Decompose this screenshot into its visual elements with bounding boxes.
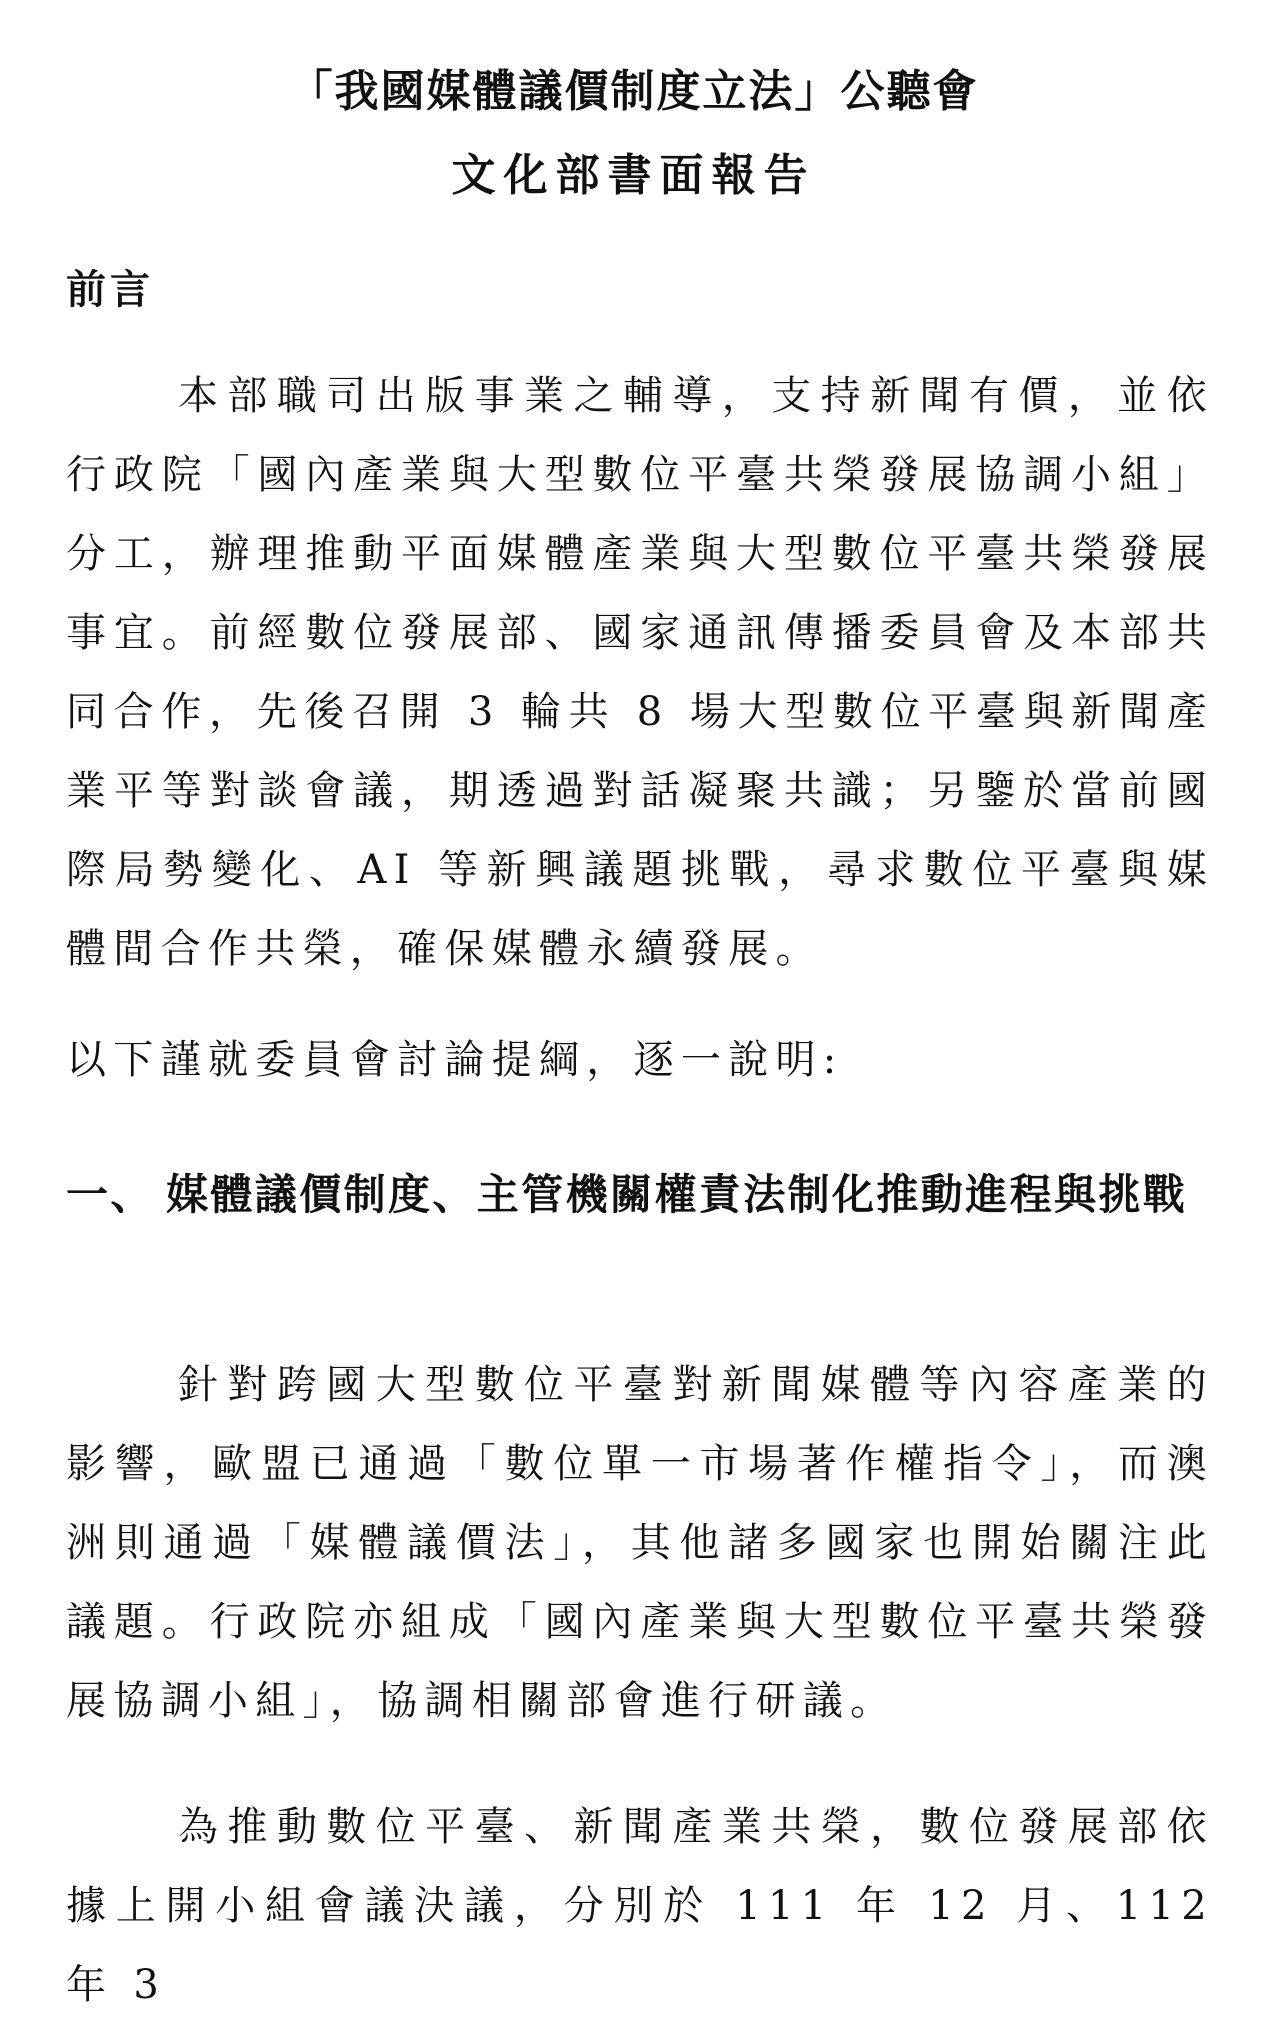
section-1-paragraph-2: 為推動數位平臺、新聞產業共榮，數位發展部依據上開小組會議決議，分別於 111 年 12 月、112 年 3 — [66, 1804, 1214, 2008]
section-1-title: 媒體議價制度、主管機關權責法制化推動進程與挑戰 — [166, 1170, 1188, 1219]
document-title: 「我國媒體議價制度立法」公聽會 — [288, 66, 979, 117]
preface-paragraph: 本部職司出版事業之輔導，支持新聞有價，並依行政院「國內產業與大型數位平臺共榮發展協調小組」分工，辦理推動平面媒體產業與大型數位平臺共榮發展事宜。前經數位發展部、國家通訊傳播委員會及本部共同合作，先後召開 3 輪共 8 場大型數位平臺與新聞產業平等對談會議，期透過對話凝聚共識；另鑒於當前國際局勢變化、AI 等新興議題挑戰，尋求數位平臺與媒體間合作共榮，確保媒體永續發展。 — [66, 373, 1214, 972]
preface-heading: 前言 — [66, 266, 154, 313]
section-1-paragraph-1: 針對跨國大型數位平臺對新聞媒體等內容產業的影響，歐盟已通過「數位單一市場著作權指令」，而澳洲則通過「媒體議價法」，其他諸多國家也開始關注此議題。行政院亦組成「國內產業與大型數位平臺共榮發展協調小組」，協調相關部會進行研議。 — [66, 1362, 1214, 1724]
section-1-number: 一、 — [66, 1170, 155, 1219]
document-subtitle: 文化部書面報告 — [451, 150, 816, 201]
intro-line: 以下謹就委員會討論提綱，逐一說明: — [66, 1037, 844, 1083]
section-1-heading — [66, 1152, 1214, 1237]
